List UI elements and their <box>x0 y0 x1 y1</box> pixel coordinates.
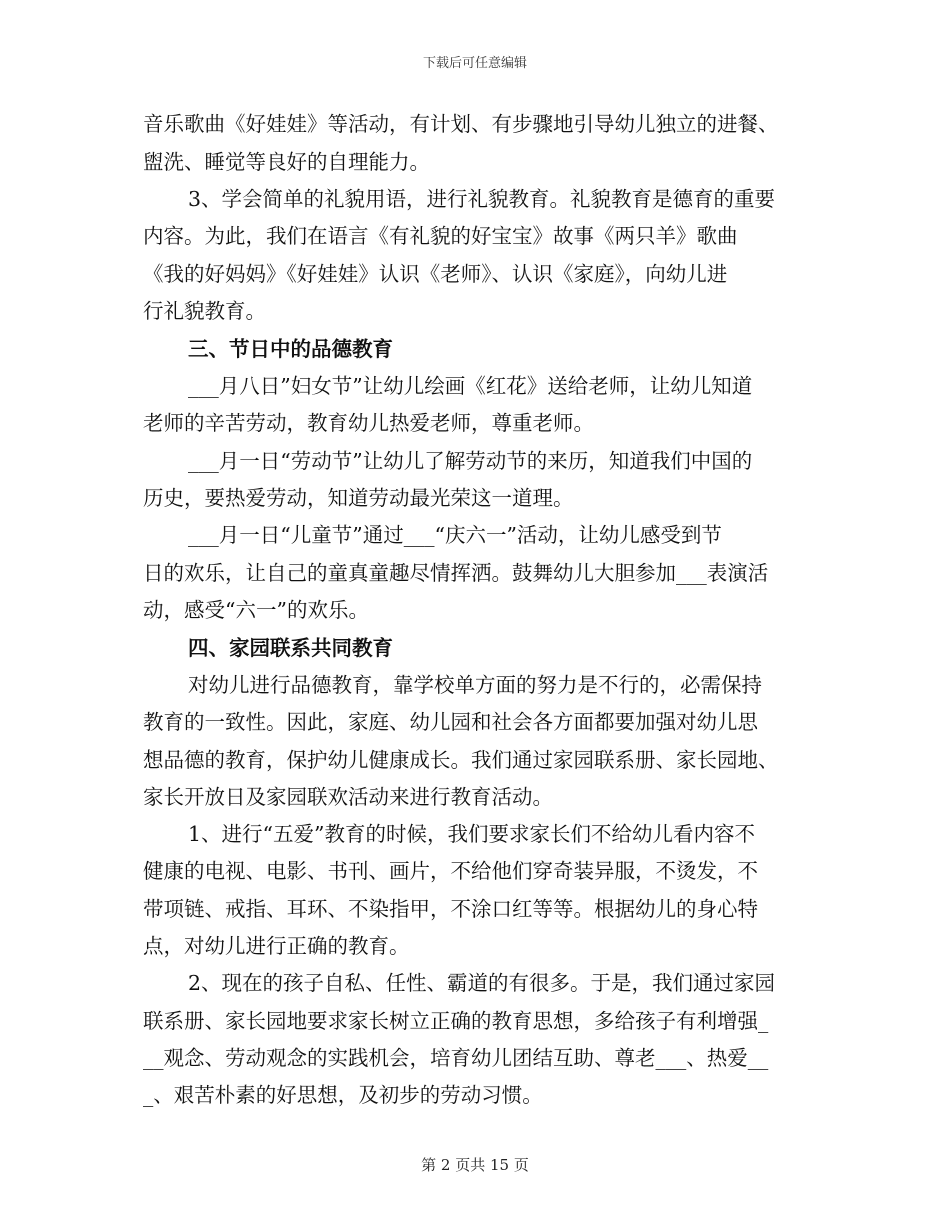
body-line: 对幼儿进行品德教育，靠学校单方面的努力是不行的，必需保持 <box>188 673 762 697</box>
body-line: 点，对幼儿进行正确的教育。 <box>143 934 410 958</box>
body-line: 家长开放日及家园联欢活动来进行教育活动。 <box>143 785 553 809</box>
body-line: 健康的电视、电影、书刊、画片，不给他们穿奇装异服，不烫发，不 <box>143 859 758 883</box>
body-line: 内容。为此，我们在语言《有礼貌的好宝宝》故事《两只羊》歌曲 <box>143 224 738 248</box>
body-line: 带项链、戒指、耳环、不染指甲，不涂口红等等。根据幼儿的身心特 <box>143 897 758 921</box>
body-line: 2、现在的孩子自私、任性、霸道的有很多。于是，我们通过家园 <box>188 971 776 995</box>
body-line: ___月一日“儿童节”通过___“庆六一”活动，让幼儿感受到节 <box>188 523 722 547</box>
body-line: 日的欢乐，让自己的童真童趣尽情挥洒。鼓舞幼儿大胆参加___表演活 <box>143 561 769 585</box>
page-footer: 第 2 页共 15 页 <box>421 1156 529 1174</box>
section-heading: 三、节日中的品德教育 <box>188 337 393 361</box>
body-line: 老师的辛苦劳动，教育幼儿热爱老师，尊重老师。 <box>143 411 594 435</box>
body-line: 行礼貌教育。 <box>143 299 266 323</box>
body-line: 《我的好妈妈》《好娃娃》认识《老师》、认识《家庭》，向幼儿进 <box>143 262 728 286</box>
section-heading: 四、家园联系共同教育 <box>188 636 393 660</box>
body-line: ___月八日”妇女节”让幼儿绘画《红花》送给老师，让幼儿知道 <box>188 374 753 398</box>
body-line: 历史，要热爱劳动，知道劳动最光荣这一道理。 <box>143 486 574 510</box>
body-line: 音乐歌曲《好娃娃》等活动，有计划、有步骤地引导幼儿独立的进餐、 <box>143 112 779 136</box>
body-line: 教育的一致性。因此，家庭、幼儿园和社会各方面都要加强对幼儿思 <box>143 710 758 734</box>
body-line: 3、学会简单的礼貌用语，进行礼貌教育。礼貌教育是德育的重要 <box>188 187 776 211</box>
body-line: ___月一日“劳动节”让幼儿了解劳动节的来历，知道我们中国的 <box>188 449 753 473</box>
body-line: __观念、劳动观念的实践机会，培育幼儿团结互助、尊老___、热爱__ <box>143 1046 769 1070</box>
body-line: 联系册、家长园地要求家长树立正确的教育思想，多给孩子有利增强_ <box>143 1009 769 1033</box>
body-line: 想品德的教育，保护幼儿健康成长。我们通过家园联系册、家长园地、 <box>143 748 779 772</box>
page-header: 下载后可任意编辑 <box>422 56 527 71</box>
body-line: 动，感受“六一”的欢乐。 <box>143 598 369 622</box>
body-line: _、艰苦朴素的好思想，及初步的劳动习惯。 <box>143 1083 543 1107</box>
body-line: 盥洗、睡觉等良好的自理能力。 <box>143 150 430 174</box>
body-line: 1、进行“五爱”教育的时候，我们要求家长们不给幼儿看内容不 <box>188 822 756 846</box>
